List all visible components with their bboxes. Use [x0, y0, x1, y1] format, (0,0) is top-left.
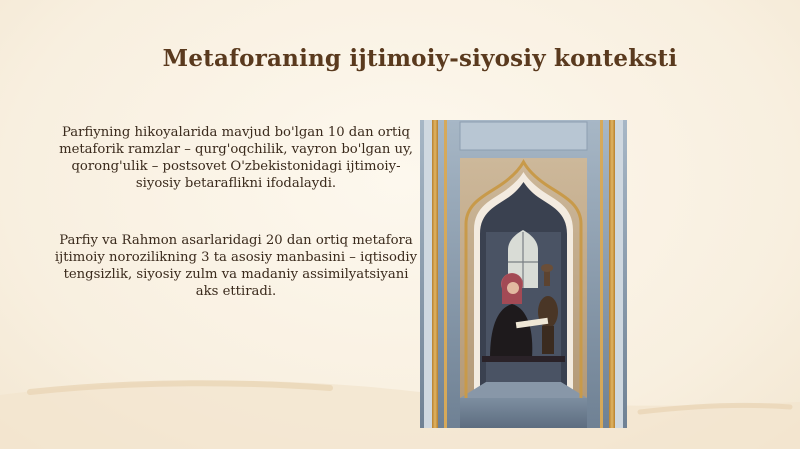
slide-title: Metaforaning ijtimoiy-siyosiy konteksti	[162, 45, 678, 73]
paragraph-social-discontent: Parfiy va Rahmon asarlaridagi 20 dan ortiq metafora ijtimoiy norozilikning 3 ta asosiy manbasini – iqtisodiy tengsizlik, siyosiy zulm va madaniy assimilyatsiyani aks ettiradi.	[54, 233, 418, 299]
paragraph-metaphoric-symbols: Parfiyning hikoyalarida mavjud bo'lgan 10 dan ortiq metaforik ramzlar – qurg'oqchilik, vayron bo'lgan uy, qorong'ulik – postsovet O'zbekistonidagi ijtimoiy-siyosiy betaraflikni ifodalaydi.	[59, 125, 413, 191]
illustration-woman-reading-in-arched-niche	[420, 120, 627, 428]
